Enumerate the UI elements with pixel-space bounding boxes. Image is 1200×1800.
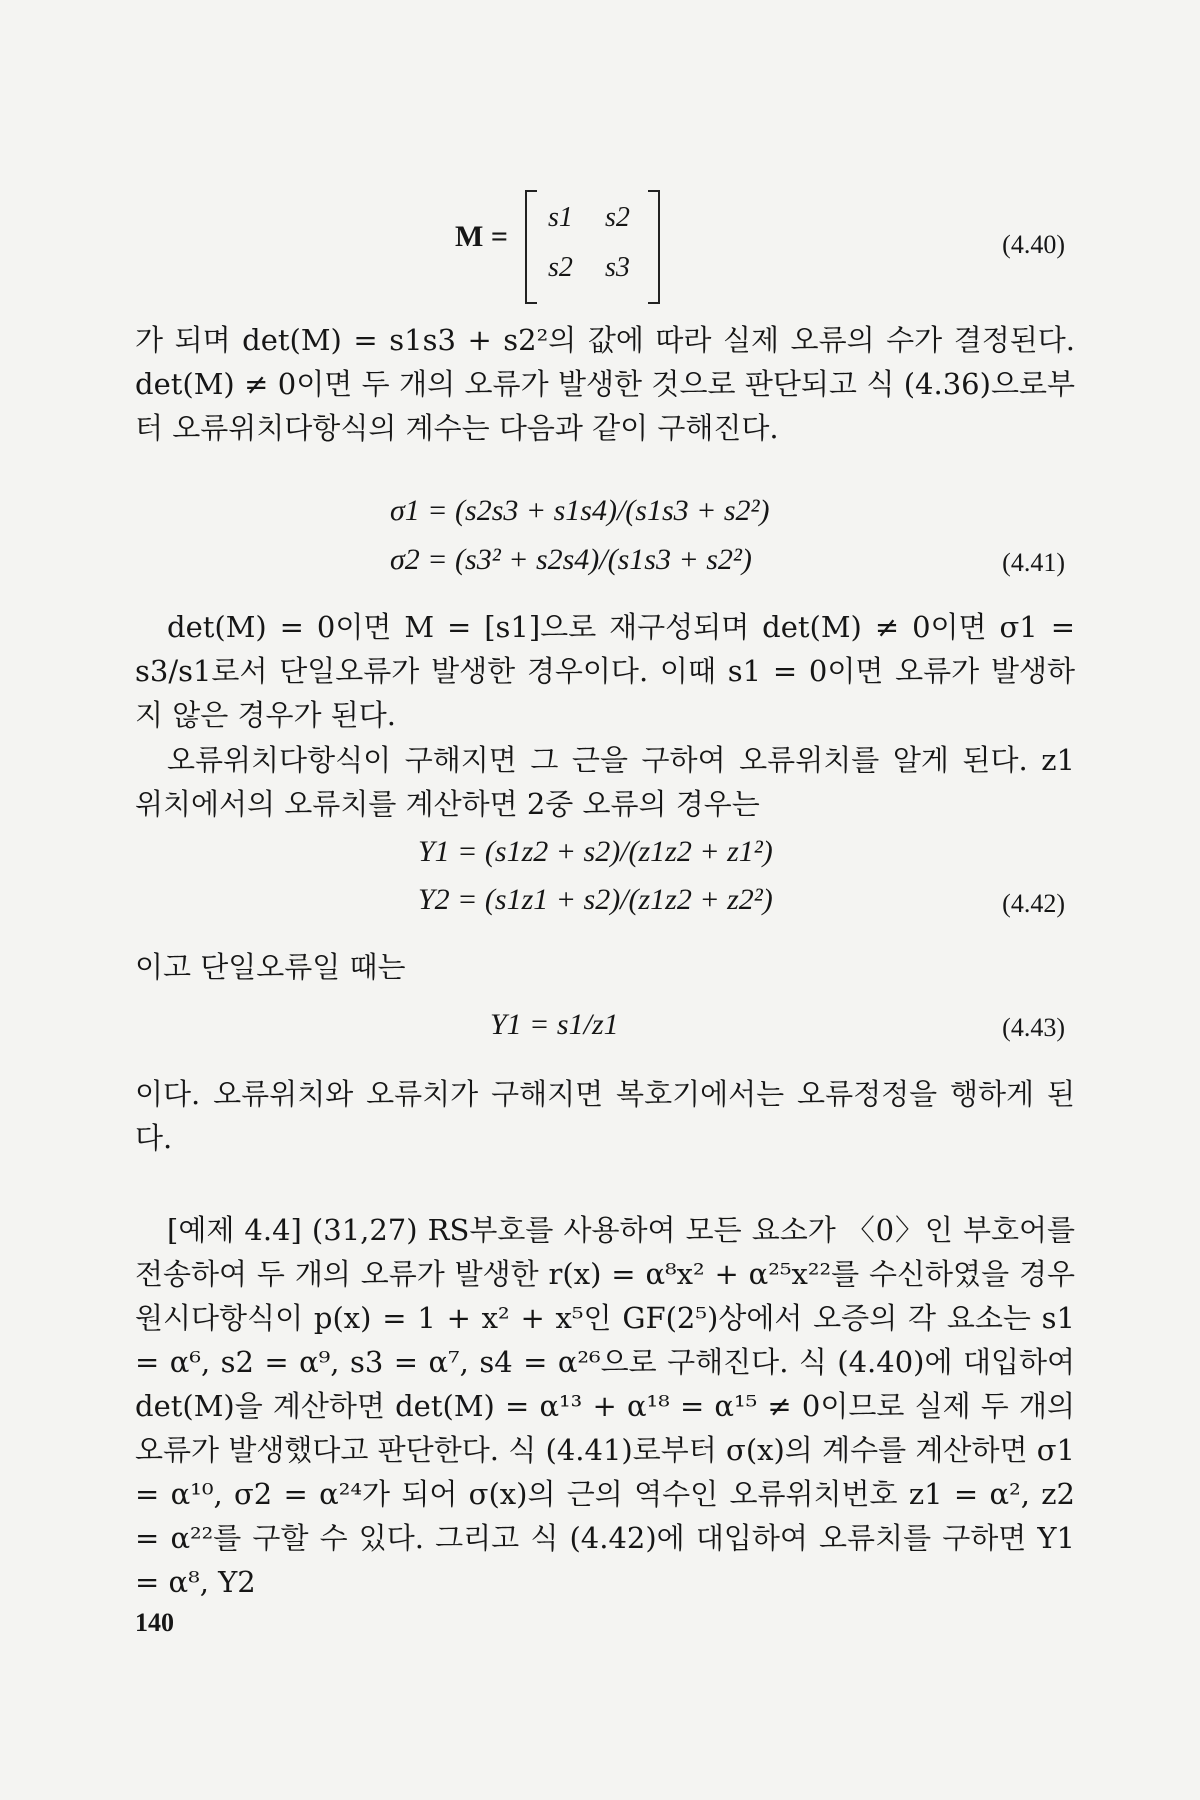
equation-number: (4.40) xyxy=(1002,230,1065,259)
left-bracket xyxy=(525,190,537,304)
paragraph: det(M) = 0이면 M = [s1]으로 재구성되며 det(M) ≠ 0이면 σ1 = s3/s1로서 단일오류가 발생한 경우이다. 이때 s1 = 0이면 오류가 발생하지 않은 경우가 된다. xyxy=(135,610,1075,732)
right-bracket xyxy=(648,190,660,304)
equation-number: (4.42) xyxy=(1002,889,1065,918)
example-paragraph: [예제 4.4] (31,27) RS부호를 사용하여 모든 요소가 〈0〉인 부호어를 전송하여 두 개의 오류가 발생한 r(x) = α⁸x² + α²⁵x²²를 수신하였을 경우 원시다항식이 p(x) = 1 + x² + x⁵인 GF(2⁵)상에서 오증의 각 요소는 s1 = α⁶, s2 = α⁹, s3 = α⁷, s4 = α²⁶으로 구해진다. 식 (4.40)에 대입하여 det(M)을 계산하면 det(M) = α¹³ + α¹⁸ = α¹⁵ ≠ 0이므로 실제 두 개의 오류가 발생했다고 판단한다. 식 (4.41)로부터 σ(x)의 계수를 계산하면 σ1 = α¹⁰, σ2 = α²⁴가 되어 σ(x)의 근의 역수인 오류위치번호 z1 = α², z2 = α²²를 구할 수 있다. 그리고 식 (4.42)에 대입하여 오류치를 구하면 Y1 = α⁸, Y2 xyxy=(135,1213,1075,1599)
paragraph: 오류위치다항식이 구해지면 그 근을 구하여 오류위치를 알게 된다. z1 위치에서의 오류치를 계산하면 2중 오류의 경우는 xyxy=(135,743,1075,821)
matrix-cell: s3 xyxy=(605,252,630,283)
equation-y1-single: Y1 = s1/z1 xyxy=(490,1008,619,1041)
paragraph: 이다. 오류위치와 오류치가 구해지면 복호기에서는 오류정정을 행하게 된다. xyxy=(135,1077,1075,1155)
equation-sigma2: σ2 = (s3² + s2s4)/(s1s3 + s2²) xyxy=(390,543,752,576)
paragraph: 가 되며 det(M) = s1s3 + s2²의 값에 따라 실제 오류의 수가 결정된다. det(M) ≠ 0이면 두 개의 오류가 발생한 것으로 판단되고 식 (4.36)으로부터 오류위치다항식의 계수는 다음과 같이 구해진다. xyxy=(135,323,1075,445)
equation-sigma1: σ1 = (s2s3 + s1s4)/(s1s3 + s2²) xyxy=(390,494,770,527)
matrix-cell: s2 xyxy=(605,202,630,233)
matrix-cell: s2 xyxy=(548,252,573,283)
page-number: 140 xyxy=(135,1608,174,1637)
matrix-lhs: M = xyxy=(455,220,508,253)
matrix-equation xyxy=(455,190,660,302)
matrix-cell: s1 xyxy=(548,202,573,233)
equation-number: (4.43) xyxy=(1002,1013,1065,1042)
equation-y2: Y2 = (s1z1 + s2)/(z1z2 + z2²) xyxy=(418,883,773,916)
equation-number: (4.41) xyxy=(1002,548,1065,577)
equation-y1: Y1 = (s1z2 + s2)/(z1z2 + z1²) xyxy=(418,835,773,868)
paragraph: 이고 단일오류일 때는 xyxy=(135,950,406,984)
